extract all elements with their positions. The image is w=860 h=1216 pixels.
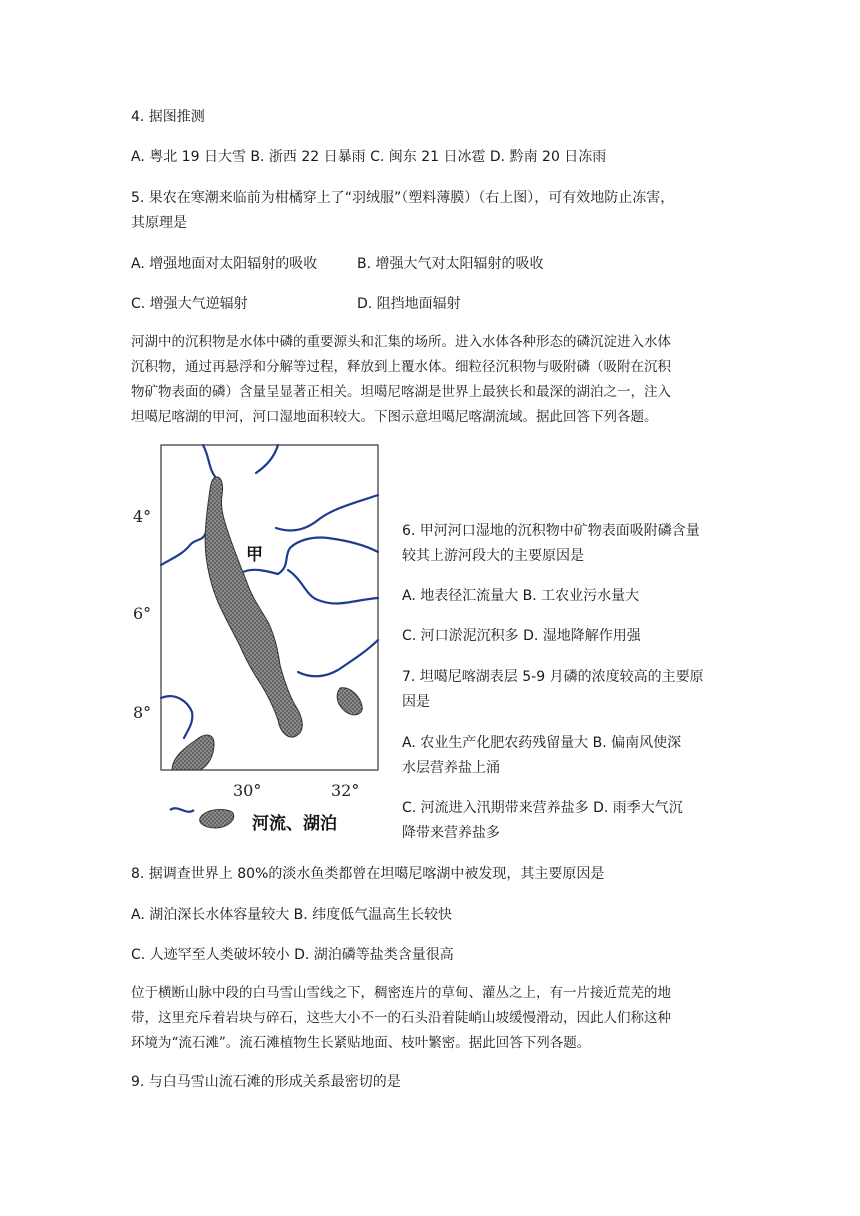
- q5-stem-line2: 其原理是: [131, 215, 187, 231]
- river-right-mid: [298, 640, 378, 676]
- q9-stem: 9. 与白马雪山流石滩的形成关系最密切的是: [131, 1074, 401, 1090]
- river-jia-main: [243, 570, 278, 574]
- q5-option-a: A. 增强地面对太阳辐射的吸收: [131, 256, 318, 272]
- legend-label: 河流、湖泊: [252, 814, 337, 834]
- q5-stem-line1: 5. 果农在寒潮来临前为柑橘穿上了“羽绒服”（塑料薄膜）（右上图），可有效地防止冻害，: [131, 190, 675, 206]
- q7-options-ab-line1: A. 农业生产化肥农药残留量大 B. 偏南风使深: [402, 735, 682, 751]
- map-frame: [161, 445, 378, 770]
- river-jia-trib: [288, 570, 378, 603]
- q6-stem-line1: 6. 甲河河口湿地的沉积物中矿物表面吸附磷含量: [402, 523, 700, 539]
- passage1-line4: 坦噶尼喀湖的甲河，河口湿地面积较大。下图示意坦噶尼喀湖流域。据此回答下列各题。: [131, 409, 658, 425]
- passage2-line2: 带，这里充斥着岩块与碎石，这些大小不一的石头沿着陡峭山坡缓慢滑动，因此人们称这种: [131, 1010, 671, 1026]
- passage1-line3: 物矿物表面的磷）含量呈显著正相关。坦噶尼喀湖是世界上最狭长和最深的湖泊之一，注入: [131, 384, 671, 400]
- q5-option-b: B. 增强大气对太阳辐射的吸收: [357, 256, 544, 272]
- lake-rukwa: [337, 688, 362, 715]
- river-jia-label: 甲: [246, 545, 263, 565]
- lat-label-4: 4°: [133, 507, 152, 526]
- lon-label-32: 32°: [331, 781, 360, 800]
- q5-option-c: C. 增强大气逆辐射: [131, 296, 248, 312]
- legend-lake-symbol: [200, 810, 234, 828]
- river-left-branch: [161, 532, 206, 565]
- river-top-mid: [256, 445, 278, 473]
- lat-label-6: 6°: [133, 604, 152, 623]
- q8-options-cd: C. 人迹罕至人类破坏较小 D. 湖泊磷等盐类含量很高: [131, 947, 454, 963]
- passage2-line3: 环境为“流石滩”。流石滩植物生长紧贴地面、枝叶繁密。据此回答下列各题。: [131, 1035, 591, 1051]
- q7-options-cd-line1: C. 河流进入汛期带来营养盐多 D. 雨季大气沉: [402, 800, 683, 816]
- q5-option-d: D. 阻挡地面辐射: [357, 296, 461, 312]
- q7-options-ab-line2: 水层营养盐上涌: [402, 760, 500, 776]
- q7-options-cd-line2: 降带来营养盐多: [402, 825, 500, 841]
- q4-options: A. 粤北 19 日大雪 B. 浙西 22 日暴雨 C. 闽东 21 日冰雹 D. 黔南 20 日冻雨: [131, 149, 607, 165]
- lake-mweru: [172, 735, 214, 770]
- passage2-line1: 位于横断山脉中段的白马雪山雪线之下，稠密连片的草甸、灌丛之上，有一片接近荒芜的地: [131, 985, 671, 1001]
- lake-tanganyika: [205, 477, 302, 737]
- river-upper-right: [276, 495, 378, 530]
- q6-options-ab: A. 地表径汇流量大 B. 工农业污水量大: [402, 588, 640, 604]
- q8-stem: 8. 据调查世界上 80%的淡水鱼类都曾在坦噶尼喀湖中被发现，其主要原因是: [131, 866, 605, 882]
- q6-options-cd: C. 河口淤泥沉积多 D. 湿地降解作用强: [402, 628, 641, 644]
- passage1-line1: 河湖中的沉积物是水体中磷的重要源头和汇集的场所。进入水体各种形态的磷沉淀进入水体: [131, 334, 671, 350]
- tanganyika-map: [128, 440, 388, 840]
- lat-label-8: 8°: [133, 703, 152, 722]
- passage1-line2: 沉积物，通过再悬浮和分解等过程，释放到上覆水体。细粒径沉积物与吸附磷（吸附在沉积: [131, 359, 671, 375]
- q7-stem-line2: 因是: [402, 694, 430, 710]
- q4-stem: 4. 据图推测: [131, 109, 205, 125]
- legend-river-symbol: [170, 808, 194, 811]
- river-jia-upper: [278, 537, 378, 574]
- q6-stem-line2: 较其上游河段大的主要原因是: [402, 548, 584, 564]
- q7-stem-line1: 7. 坦噶尼喀湖表层 5-9 月磷的浓度较高的主要原: [402, 669, 704, 685]
- q8-options-ab: A. 湖泊深长水体容量较大 B. 纬度低气温高生长较快: [131, 907, 453, 923]
- river-top-left: [203, 445, 216, 478]
- river-lower-left: [161, 696, 192, 738]
- lon-label-30: 30°: [233, 781, 262, 800]
